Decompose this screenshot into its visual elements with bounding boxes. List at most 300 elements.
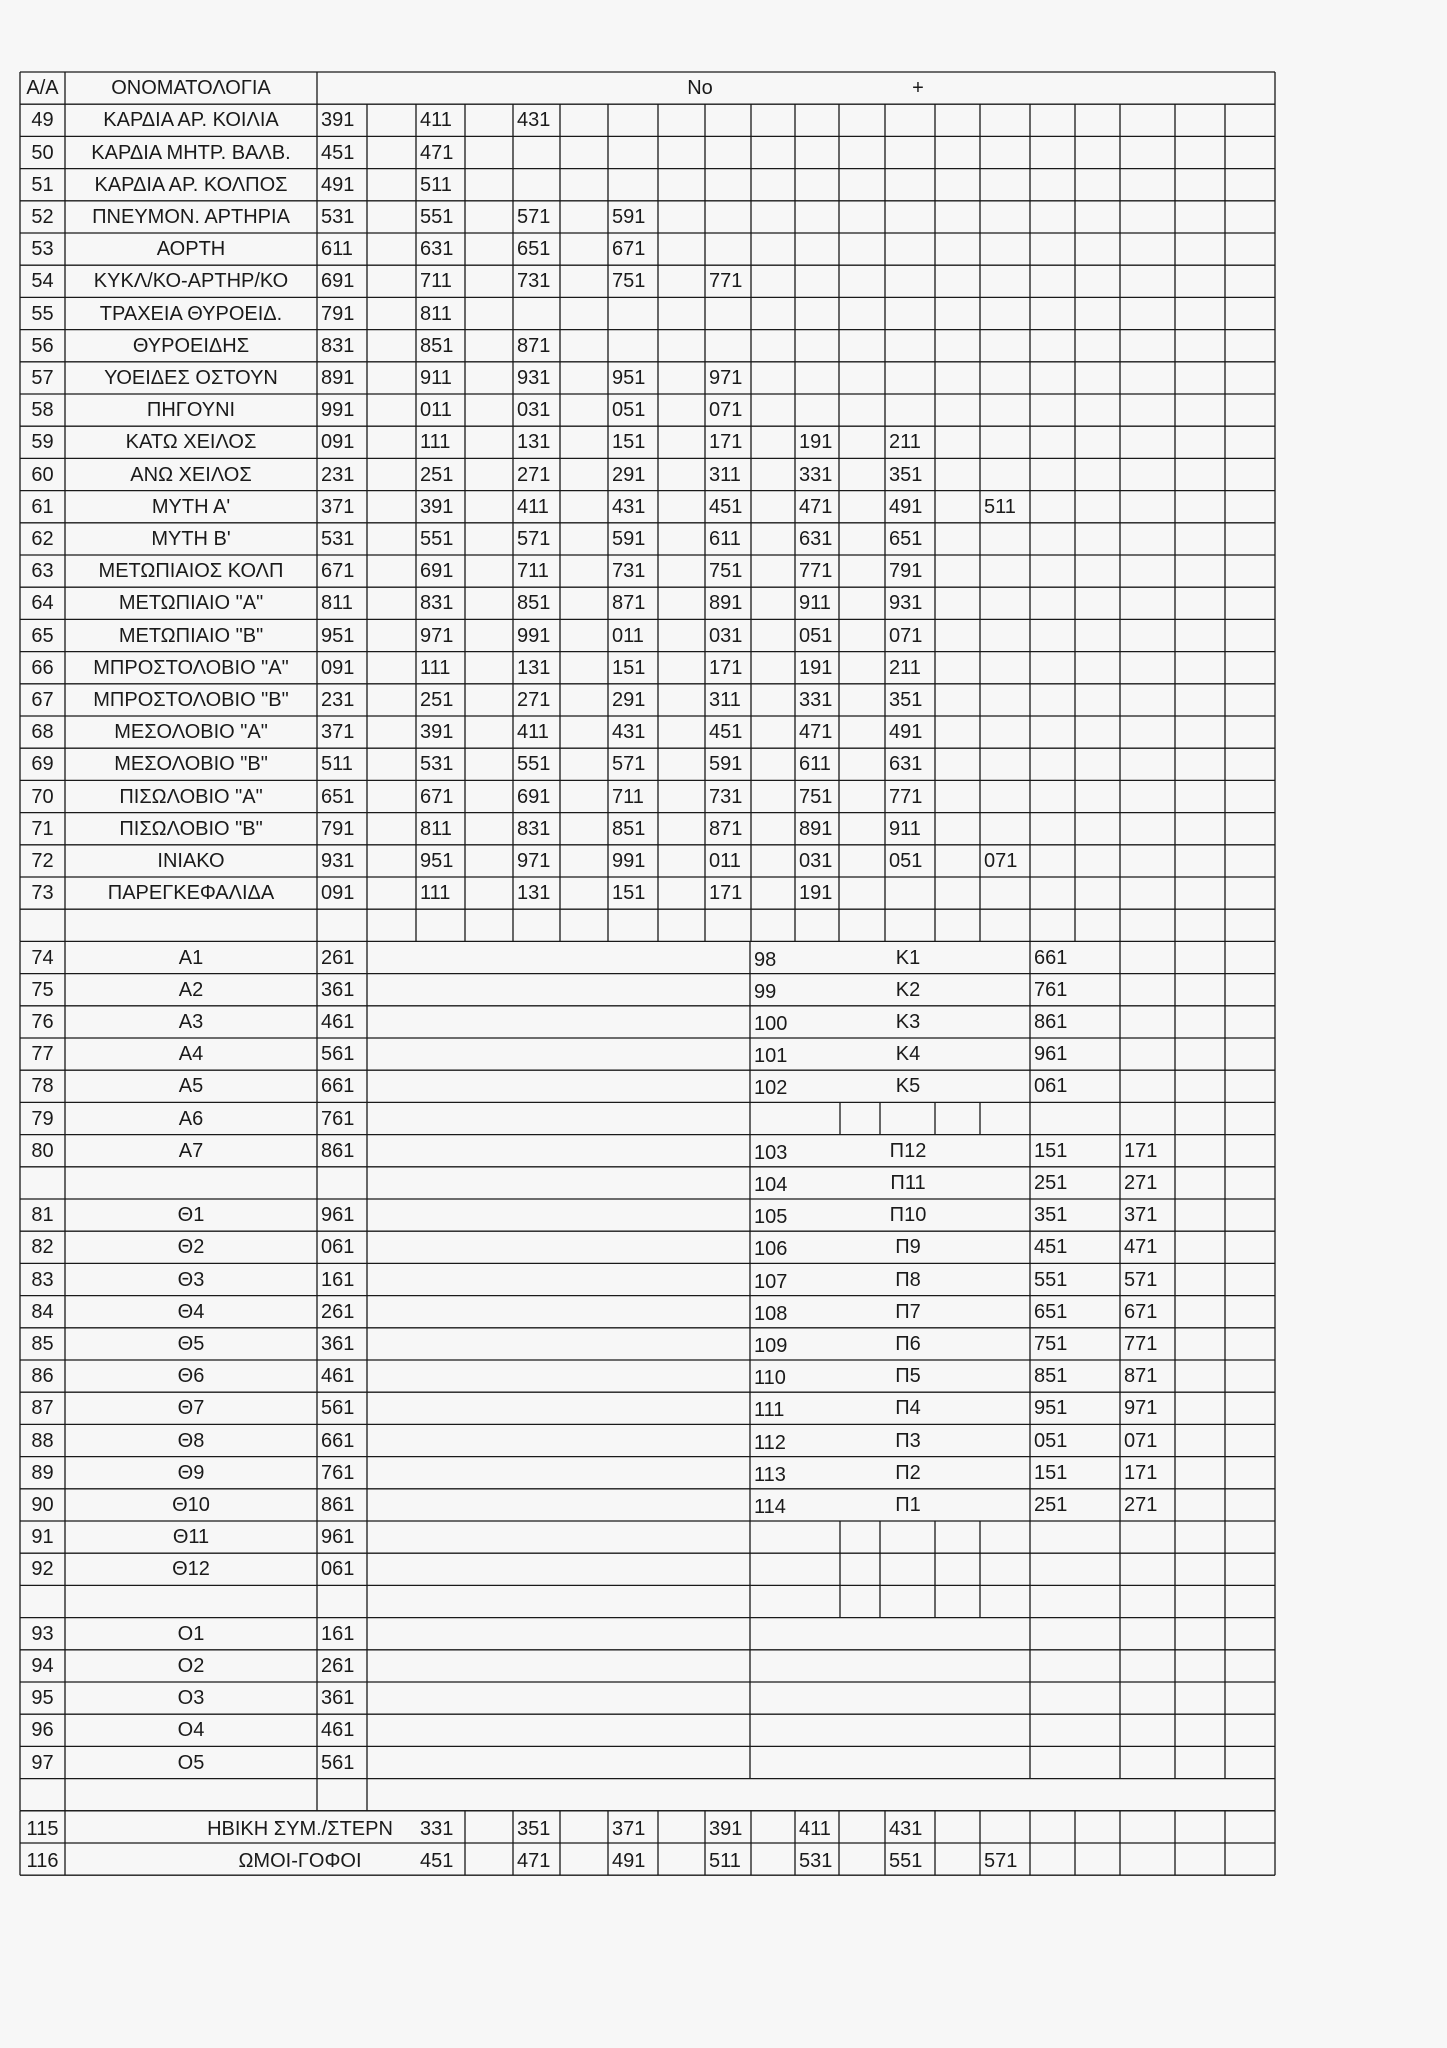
row-name: Κ3 [895,1010,921,1033]
row-name: Π7 [895,1300,921,1323]
row-name: ΠΝΕΥΜΟΝ. ΑΡΤΗΡΙΑ [92,205,290,228]
row-value: 461 [321,1365,355,1388]
row-name: Α2 [178,978,204,1001]
row-value: 171 [709,656,743,679]
row-value: 731 [517,270,551,293]
row-value: 191 [799,656,833,679]
row-number: 82 [31,1236,54,1259]
row-name: ΑΟΡΤΗ [156,238,226,261]
row-number: 80 [31,1139,54,1162]
row-name: Ο1 [177,1622,205,1645]
row-number: 76 [31,1010,54,1033]
row-value: 071 [889,624,923,647]
row-value: 111 [420,656,451,679]
row-name: Θ10 [172,1493,210,1516]
row-value: 561 [321,1043,355,1066]
row-value: 131 [517,656,551,679]
row-value: 091 [321,656,355,679]
row-value: 511 [709,1850,741,1873]
row-name: Ο3 [177,1687,205,1710]
row-value: 451 [420,1850,454,1873]
row-name: Π6 [895,1332,921,1355]
row-value: 361 [321,978,355,1001]
row-value: 961 [321,1204,355,1227]
row-value: 651 [1034,1300,1068,1323]
row-number: 71 [31,817,54,840]
row-number: 105 [754,1206,788,1229]
row-value: 871 [709,817,743,840]
row-name: ΩΜΟΙ-ΓΟΦΟΙ [238,1850,362,1873]
row-value: 391 [709,1817,743,1840]
column-header-name: ΟΝΟΜΑΤΟΛΟΓΙΑ [111,77,271,100]
row-value: 761 [321,1107,355,1130]
row-value: 711 [420,270,452,293]
row-name: Θ7 [177,1397,205,1420]
row-name: Π12 [889,1139,927,1162]
row-value: 031 [799,849,833,872]
row-value: 911 [799,592,831,615]
row-number: 112 [754,1431,786,1454]
row-value: 071 [709,399,743,422]
row-number: 92 [31,1558,54,1581]
row-value: 961 [1034,1043,1068,1066]
row-value: 261 [321,946,355,969]
row-value: 851 [420,334,454,357]
row-number: 87 [31,1397,54,1420]
row-number: 90 [31,1493,54,1516]
row-value: 271 [517,688,551,711]
row-value: 251 [420,688,454,711]
row-name: ΠΙΣΩΛΟΒΙΟ "Α" [119,785,263,808]
row-value: 431 [612,495,646,518]
row-value: 861 [321,1493,355,1516]
row-value: 071 [1124,1429,1158,1452]
row-number: 78 [31,1075,54,1098]
row-value: 611 [799,753,831,776]
row-value: 731 [612,560,646,583]
row-name: Θ5 [177,1332,205,1355]
row-number: 51 [31,173,54,196]
row-number: 83 [31,1268,54,1291]
row-number: 81 [31,1204,54,1227]
row-name: ΜΥΤΗ Α' [151,495,231,518]
row-number: 75 [31,978,54,1001]
row-value: 891 [321,366,355,389]
row-value: 191 [799,431,833,454]
row-value: 361 [321,1332,355,1355]
row-value: 571 [517,205,551,228]
row-value: 091 [321,882,355,905]
row-value: 671 [1124,1300,1158,1323]
row-value: 691 [517,785,551,808]
row-value: 931 [889,592,923,615]
row-value: 251 [420,463,454,486]
row-value: 371 [321,495,355,518]
row-name: Α7 [178,1139,204,1162]
row-value: 771 [889,785,923,808]
row-number: 65 [31,624,54,647]
row-value: 971 [1124,1397,1158,1420]
row-name: Π11 [890,1171,926,1194]
row-value: 411 [420,109,452,132]
row-value: 531 [420,753,454,776]
row-number: 106 [754,1238,788,1261]
row-value: 911 [889,817,921,840]
row-value: 261 [321,1300,355,1323]
row-value: 411 [799,1817,831,1840]
row-value: 331 [799,688,833,711]
row-value: 611 [709,527,741,550]
row-value: 811 [420,817,452,840]
row-value: 561 [321,1751,355,1774]
row-value: 391 [321,109,355,132]
row-number: 86 [31,1365,54,1388]
row-name: ΗΒΙΚΗ ΣΥΜ./ΣΤΕΡΝ [207,1817,393,1840]
row-value: 271 [1124,1171,1158,1194]
row-value: 811 [420,302,452,325]
row-name: ΜΥΤΗ Β' [151,527,231,550]
row-value: 761 [321,1461,355,1484]
row-value: 661 [1034,946,1068,969]
row-value: 171 [709,882,743,905]
row-value: 751 [799,785,833,808]
row-number: 94 [31,1654,54,1677]
row-value: 691 [420,560,454,583]
row-number: 113 [754,1463,786,1486]
row-value: 891 [709,592,743,615]
row-value: 511 [321,753,353,776]
row-value: 551 [1034,1268,1068,1291]
row-number: 72 [31,849,54,872]
row-value: 951 [1034,1397,1068,1420]
row-number: 61 [31,495,54,518]
row-name: ΚΑΡΔΙΑ ΑΡ. ΚΟΙΛΙΑ [103,109,279,132]
row-number: 55 [31,302,54,325]
row-value: 871 [1124,1365,1158,1388]
row-number: 99 [754,980,777,1003]
row-value: 651 [321,785,355,808]
column-header-no: No [687,77,713,100]
row-value: 611 [321,238,353,261]
row-number: 79 [31,1107,54,1130]
row-name: ΜΕΣΟΛΟΒΙΟ "Β" [114,753,268,776]
row-name: ΠΙΣΩΛΟΒΙΟ "Β" [119,817,263,840]
row-name: Π10 [889,1204,927,1227]
row-value: 391 [420,721,454,744]
row-value: 961 [321,1526,355,1549]
row-name: Θ3 [177,1268,205,1291]
row-value: 211 [889,431,921,454]
row-value: 271 [1124,1493,1158,1516]
row-value: 491 [321,173,355,196]
row-value: 451 [709,495,743,518]
row-value: 011 [612,624,644,647]
row-value: 571 [1124,1268,1158,1291]
row-value: 391 [420,495,454,518]
row-value: 471 [799,495,833,518]
row-value: 551 [517,753,551,776]
row-name: ΜΠΡΟΣΤΟΛΟΒΙΟ "Α" [93,656,289,679]
row-value: 471 [799,721,833,744]
row-value: 871 [612,592,646,615]
row-name: Θ12 [172,1558,210,1581]
row-number: 116 [26,1850,59,1873]
row-value: 561 [321,1397,355,1420]
row-name: Θ4 [177,1300,205,1323]
row-number: 56 [31,334,54,357]
row-number: 85 [31,1332,54,1355]
row-value: 151 [612,882,646,905]
row-value: 161 [321,1622,355,1645]
row-value: 031 [517,399,551,422]
row-value: 311 [709,463,741,486]
row-value: 551 [420,527,454,550]
row-value: 361 [321,1687,355,1710]
row-name: ΜΕΤΩΠΙΑΙΟΣ ΚΟΛΠ [98,560,284,583]
row-value: 631 [889,753,923,776]
row-value: 331 [420,1817,454,1840]
row-value: 931 [517,366,551,389]
row-number: 88 [31,1429,54,1452]
row-value: 771 [1124,1332,1158,1355]
row-number: 57 [31,366,54,389]
column-header-plus: + [912,77,924,100]
row-name: Θ6 [177,1365,205,1388]
row-value: 431 [517,109,551,132]
row-value: 511 [420,173,452,196]
row-name: Ο4 [177,1719,205,1742]
row-name: Π1 [895,1493,921,1516]
row-number: 63 [31,560,54,583]
row-value: 751 [709,560,743,583]
row-name: Π8 [895,1268,921,1291]
row-number: 67 [31,688,54,711]
row-number: 114 [754,1495,786,1518]
row-value: 711 [612,785,644,808]
row-value: 161 [321,1268,355,1291]
row-value: 971 [709,366,743,389]
row-value: 371 [1124,1204,1158,1227]
row-value: 451 [1034,1236,1068,1259]
row-value: 461 [321,1719,355,1742]
row-value: 351 [889,688,923,711]
row-name: ΚΑΡΔΙΑ ΜΗΤΡ. ΒΑΛΒ. [91,141,291,164]
row-value: 471 [420,141,454,164]
row-name: Α4 [178,1043,204,1066]
row-value: 031 [709,624,743,647]
row-value: 311 [709,688,741,711]
row-number: 53 [31,238,54,261]
row-value: 491 [889,495,923,518]
row-number: 77 [31,1043,54,1066]
row-value: 131 [517,431,551,454]
row-value: 751 [612,270,646,293]
row-value: 151 [612,656,646,679]
row-name: Α6 [178,1107,204,1130]
row-value: 291 [612,688,646,711]
row-number: 62 [31,527,54,550]
row-number: 74 [31,946,54,969]
row-name: ΑΝΩ ΧΕΙΛΟΣ [130,463,252,486]
row-name: Κ2 [895,978,921,1001]
row-value: 571 [984,1850,1018,1873]
row-value: 171 [709,431,743,454]
row-name: Θ11 [172,1526,210,1549]
row-name: Ο2 [177,1654,205,1677]
row-value: 531 [321,205,355,228]
row-name: Π5 [895,1365,921,1388]
row-value: 411 [517,721,549,744]
row-name: Κ1 [895,946,921,969]
row-value: 061 [1034,1075,1068,1098]
row-value: 151 [1034,1139,1068,1162]
row-value: 651 [889,527,923,550]
row-value: 891 [799,817,833,840]
row-value: 871 [517,334,551,357]
row-value: 371 [612,1817,646,1840]
row-value: 251 [1034,1171,1068,1194]
row-value: 991 [517,624,551,647]
row-value: 061 [321,1236,355,1259]
row-value: 911 [420,366,452,389]
row-value: 071 [984,849,1018,872]
row-value: 551 [420,205,454,228]
row-value: 591 [612,205,646,228]
row-name: ΜΠΡΟΣΤΟΛΟΒΙΟ "Β" [93,688,289,711]
row-name: Θ2 [177,1236,205,1259]
row-value: 531 [799,1850,833,1873]
row-value: 661 [321,1429,355,1452]
row-number: 52 [31,205,54,228]
row-name: ΠΗΓΟΥΝΙ [146,399,236,422]
row-name: Θ1 [177,1204,205,1227]
row-value: 231 [321,463,355,486]
column-header-aa: Α/Α [26,77,59,100]
row-number: 104 [754,1173,788,1196]
row-value: 971 [517,849,551,872]
row-name: Ο5 [177,1751,205,1774]
row-value: 861 [321,1139,355,1162]
row-name: ΚΥΚΛ/ΚΟ-ΑΡΤΗΡ/ΚΟ [93,270,289,293]
row-value: 791 [889,560,923,583]
row-value: 811 [321,592,353,615]
row-number: 109 [754,1334,788,1357]
row-name: Π2 [895,1461,921,1484]
row-value: 471 [517,1850,551,1873]
row-number: 64 [31,592,54,615]
row-value: 591 [709,753,743,776]
row-number: 49 [31,109,54,132]
row-name: ΤΡΑΧΕΙΑ ΘΥΡΟΕΙΔ. [99,302,283,325]
row-value: 051 [799,624,833,647]
row-name: ΙΝΙΑΚΟ [157,849,225,872]
row-name: Π9 [895,1236,921,1259]
row-number: 69 [31,753,54,776]
row-number: 111 [754,1399,785,1422]
row-value: 531 [321,527,355,550]
row-value: 661 [321,1075,355,1098]
row-value: 411 [517,495,549,518]
row-number: 100 [754,1012,788,1035]
row-value: 731 [709,785,743,808]
row-value: 491 [612,1850,646,1873]
row-value: 631 [799,527,833,550]
row-value: 671 [420,785,454,808]
row-name: Α3 [178,1010,204,1033]
row-name: ΚΑΡΔΙΑ ΑΡ. ΚΟΛΠΟΣ [94,173,288,196]
row-name: ΥΟΕΙΔΕΣ ΟΣΤΟΥΝ [104,366,278,389]
row-number: 108 [754,1302,788,1325]
row-number: 97 [31,1751,54,1774]
row-value: 151 [612,431,646,454]
row-value: 191 [799,882,833,905]
row-value: 571 [517,527,551,550]
row-number: 102 [754,1077,788,1100]
row-value: 831 [420,592,454,615]
row-name: Α5 [178,1075,204,1098]
row-value: 471 [1124,1236,1158,1259]
row-value: 771 [799,560,833,583]
row-value: 551 [889,1850,923,1873]
row-number: 59 [31,431,54,454]
row-value: 631 [420,238,454,261]
row-value: 491 [889,721,923,744]
row-value: 451 [321,141,355,164]
row-value: 211 [889,656,921,679]
row-name: ΘΥΡΟΕΙΔΗΣ [132,334,250,357]
row-value: 951 [612,366,646,389]
row-value: 691 [321,270,355,293]
row-value: 791 [321,302,355,325]
row-name: Π3 [895,1429,921,1452]
row-name: ΚΑΤΩ ΧΕΙΛΟΣ [125,431,257,454]
row-number: 107 [754,1270,788,1293]
row-name: ΜΕΣΟΛΟΒΙΟ "Α" [114,721,268,744]
row-value: 051 [889,849,923,872]
row-value: 051 [1034,1429,1068,1452]
row-value: 261 [321,1654,355,1677]
row-name: Κ4 [895,1043,921,1066]
row-value: 711 [517,560,549,583]
row-value: 671 [612,238,646,261]
row-value: 571 [612,753,646,776]
row-number: 54 [31,270,54,293]
row-value: 111 [420,882,451,905]
row-value: 851 [517,592,551,615]
row-number: 93 [31,1622,54,1645]
row-number: 110 [754,1367,786,1390]
row-number: 66 [31,656,54,679]
row-value: 431 [612,721,646,744]
row-number: 89 [31,1461,54,1484]
row-value: 231 [321,688,355,711]
row-value: 171 [1124,1139,1158,1162]
row-name: ΜΕΤΩΠΙΑΙΟ "Α" [118,592,264,615]
row-number: 115 [26,1817,59,1840]
row-value: 791 [321,817,355,840]
row-value: 651 [517,238,551,261]
row-value: 951 [321,624,355,647]
row-value: 111 [420,431,451,454]
row-value: 851 [612,817,646,840]
row-number: 95 [31,1687,54,1710]
row-name: ΜΕΤΩΠΙΑΙΟ "Β" [118,624,264,647]
row-value: 091 [321,431,355,454]
row-name: Π4 [895,1397,921,1420]
row-value: 271 [517,463,551,486]
row-number: 101 [754,1045,788,1068]
row-value: 131 [517,882,551,905]
